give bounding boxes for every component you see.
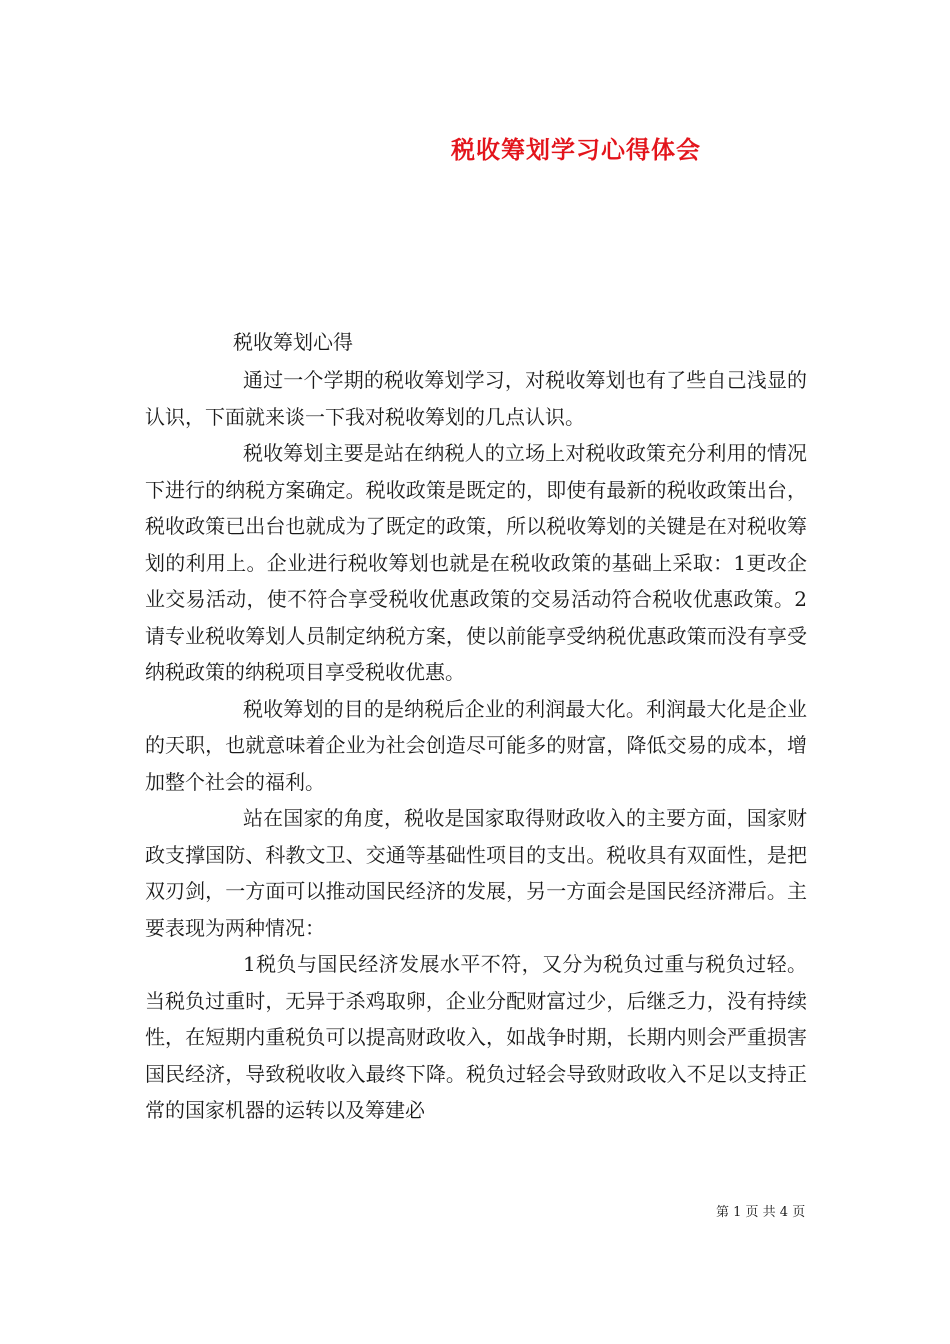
- paragraph: 税收筹划主要是站在纳税人的立场上对税收政策充分利用的情况下进行的纳税方案确定。税收政策是既定的，即使有最新的税收政策出台，税收政策已出台也就成为了既定的政策，所以税收筹划的关键是在对税收筹划的利用上。企业进行税收筹划也就是在税收政策的基础上采取：1更改企业交易活动，使不符合享受税收优惠政策的交易活动符合税收优惠政策。2请专业税收筹划人员制定纳税方案，使以前能享受纳税优惠政策而没有享受纳税政策的纳税项目享受税收优惠。: [145, 441, 807, 684]
- paragraph: 1税负与国民经济发展水平不符，又分为税负过重与税负过轻。当税负过重时，无异于杀鸡取卵，企业分配财富过少，后继乏力，没有持续性，在短期内重税负可以提高财政收入，如战争时期，长期内则会严重损害国民经济，导致税收收入最终下降。税负过轻会导致财政收入不足以支持正常的国家机器的运转以及筹建必: [145, 952, 807, 1122]
- paragraph: 站在国家的角度，税收是国家取得财政收入的主要方面，国家财政支撑国防、科教文卫、交通等基础性项目的支出。税收具有双面性，是把双刃剑，一方面可以推动国民经济的发展，另一方面会是国民经济滞后。主要表现为两种情况：: [145, 806, 807, 940]
- document-title: 税收筹划学习心得体会: [451, 136, 701, 164]
- paragraph: 通过一个学期的税收筹划学习，对税收筹划也有了些自己浅显的认识，下面就来谈一下我对税收筹划的几点认识。: [145, 368, 807, 429]
- document-body: [145, 362, 807, 1129]
- page-footer: 第 1 页 共 4 页: [716, 1205, 806, 1220]
- section-subheading: 税收筹划心得: [233, 330, 353, 354]
- paragraph: 税收筹划的目的是纳税后企业的利润最大化。利润最大化是企业的天职，也就意味着企业为社会创造尽可能多的财富，降低交易的成本，增加整个社会的福利。: [145, 696, 807, 794]
